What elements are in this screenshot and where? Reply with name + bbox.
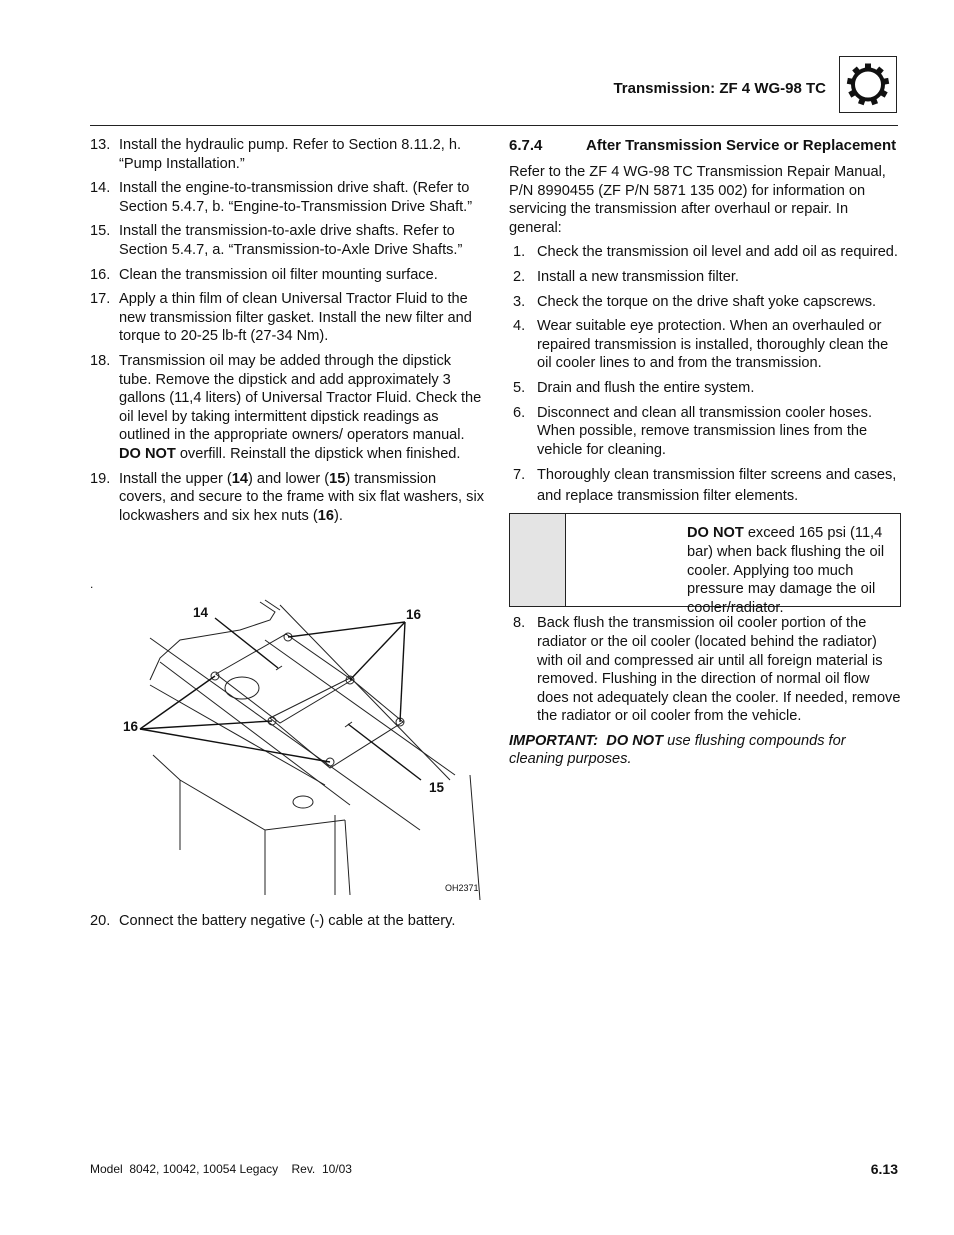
step-text: Check the transmission oil level and add oil as required. — [537, 244, 898, 261]
callout-ref: 14 — [231, 470, 248, 487]
step-number: 17. — [90, 291, 111, 308]
step-number: 6. — [513, 404, 526, 421]
footer-model: Model 8042, 10042, 10054 Legacy Rev. 10/03 — [90, 1162, 352, 1176]
step-text: ). — [333, 507, 343, 524]
step-number: 20. — [90, 913, 111, 929]
caution-side-panel — [510, 514, 566, 606]
step-text: Install the hydraulic pump. Refer to Section 8.11.2, h. “Pump Installation.” — [119, 137, 462, 172]
callout-15: 15 — [429, 780, 445, 795]
step-text: Transmission oil may be added through the dipstick tube. Remove the dipstick and add approximately 3 gallons (11,4 liters) of Universal Tractor Fluid. Check the oil level by taking intermittent dipstick readings as outlined in the appropriate owners/ operators manual. — [119, 352, 482, 444]
list-item — [509, 243, 901, 262]
list-item — [90, 222, 485, 259]
caution-box — [509, 513, 901, 616]
step-text: Install the upper ( — [119, 470, 232, 487]
list-item — [509, 268, 901, 287]
step-text: Connect the battery negative (-) cable at the battery. — [119, 913, 456, 929]
step-number: 1. — [513, 244, 526, 261]
caution-bold: DO NOT — [687, 525, 744, 542]
step-number: 3. — [513, 293, 526, 310]
section-number: 6.7.4 — [509, 137, 543, 154]
section-title: After Transmission Service or Replacement — [586, 137, 897, 154]
step-number: 4. — [513, 318, 526, 335]
stray-dot: . — [90, 577, 94, 591]
step-number: 15. — [90, 223, 111, 240]
header-rule — [90, 125, 898, 126]
step-text: Disconnect and clean all transmission cooler hoses. When possible, remove transmission lines from the vehicle for cleaning. — [537, 404, 873, 458]
step-number: 19. — [90, 470, 111, 487]
step-number: 2. — [513, 268, 526, 285]
caution-text — [566, 514, 900, 616]
step-text: Clean the transmission oil filter mounting surface. — [119, 266, 438, 283]
transmission-cover-figure — [120, 590, 490, 900]
section-heading — [509, 136, 901, 155]
step-number: 7. — [513, 467, 526, 484]
step-text: Back flush the transmission oil cooler portion of the radiator or the oil cooler (located behind the radiator) with oil and compressed air until all foreign material is removed. Flushing in the direction of normal oil flow does not adequately clean the cooler. If needed, remove the radiator or oil cooler from the vehicle. — [537, 615, 901, 725]
gear-icon — [839, 56, 897, 113]
left-column — [90, 136, 485, 531]
list-item — [90, 290, 485, 346]
figure-drawing — [120, 590, 490, 900]
step-text: Thoroughly clean transmission filter screens and cases, and replace transmission filter elements. — [537, 467, 897, 505]
list-item — [90, 266, 485, 285]
bold-warning: DO NOT — [119, 445, 176, 462]
step-number: 14. — [90, 180, 111, 197]
callout-16-lower: 16 — [123, 719, 139, 734]
important-text: use flushing compounds for cleaning purposes. — [509, 732, 846, 768]
left-step-list-end — [90, 912, 490, 931]
list-item — [90, 470, 485, 526]
step-text: Apply a thin film of clean Universal Tractor Fluid to the new transmission filter gasket. Install the new filter and torque to 20-25 lb-ft (27-34 Nm). — [119, 291, 472, 345]
step-text: ) transmission covers, and secure to the frame with six flat washers, six lockwashers and six hex nuts ( — [119, 470, 484, 524]
step-text: Install the engine-to-transmission drive shaft. (Refer to Section 5.4.7, b. “Engine-to-Transmission Drive Shaft.” — [119, 180, 473, 215]
list-item — [509, 379, 901, 398]
caution-body: exceed 165 psi (11,4 bar) when back flushing the oil cooler. Applying too much pressure may damage the oil cooler/radiator. — [687, 525, 885, 616]
page-header-title: Transmission: ZF 4 WG-98 TC — [613, 80, 826, 97]
important-note — [509, 732, 901, 769]
important-bold: DO NOT — [606, 732, 664, 749]
step-20 — [90, 912, 490, 937]
right-step-list-cont — [509, 614, 901, 726]
step-number: 18. — [90, 352, 111, 369]
step-text: Install the transmission-to-axle drive shafts. Refer to Section 5.4.7, a. “Transmission-to-Axle Drive Shafts.” — [119, 223, 463, 258]
list-item — [90, 179, 485, 216]
step-text: overfill. Reinstall the dipstick when finished. — [175, 445, 461, 462]
step-number: 13. — [90, 137, 111, 153]
list-item — [509, 614, 901, 726]
important-label: IMPORTANT: — [509, 732, 599, 749]
left-step-list — [90, 136, 485, 525]
callout-14: 14 — [193, 605, 209, 620]
step-number: 5. — [513, 379, 526, 396]
callout-ref: 16 — [317, 507, 334, 524]
step-text: Check the torque on the drive shaft yoke capscrews. — [537, 293, 877, 310]
right-column — [509, 136, 901, 775]
section-intro: Refer to the ZF 4 WG-98 TC Transmission Repair Manual, P/N 8990455 (ZF P/N 5871 135 002) for information on servicing the transmission after overhaul or repair. In general: — [509, 164, 886, 236]
step-text: Install a new transmission filter. — [537, 268, 739, 285]
step-text: ) and lower ( — [248, 470, 330, 487]
step-text: Wear suitable eye protection. When an overhauled or repaired transmission is installed, thoroughly clean the oil cooler lines to and from the transmission. — [537, 318, 889, 372]
step-text: Drain and flush the entire system. — [537, 379, 755, 396]
page-number: 6.13 — [870, 1161, 898, 1177]
step-number: 16. — [90, 266, 111, 283]
list-item — [90, 136, 485, 173]
list-item — [90, 352, 485, 464]
callout-ref: 15 — [329, 470, 346, 487]
list-item — [509, 317, 901, 373]
step-number: 8. — [513, 615, 526, 632]
list-item — [509, 465, 901, 507]
right-step-list — [509, 243, 901, 507]
list-item — [90, 912, 490, 931]
figure-code: OH2371 — [445, 883, 479, 893]
callout-16-upper: 16 — [406, 607, 422, 622]
caution-lead — [571, 524, 894, 617]
list-item — [509, 293, 901, 312]
list-item — [509, 404, 901, 460]
